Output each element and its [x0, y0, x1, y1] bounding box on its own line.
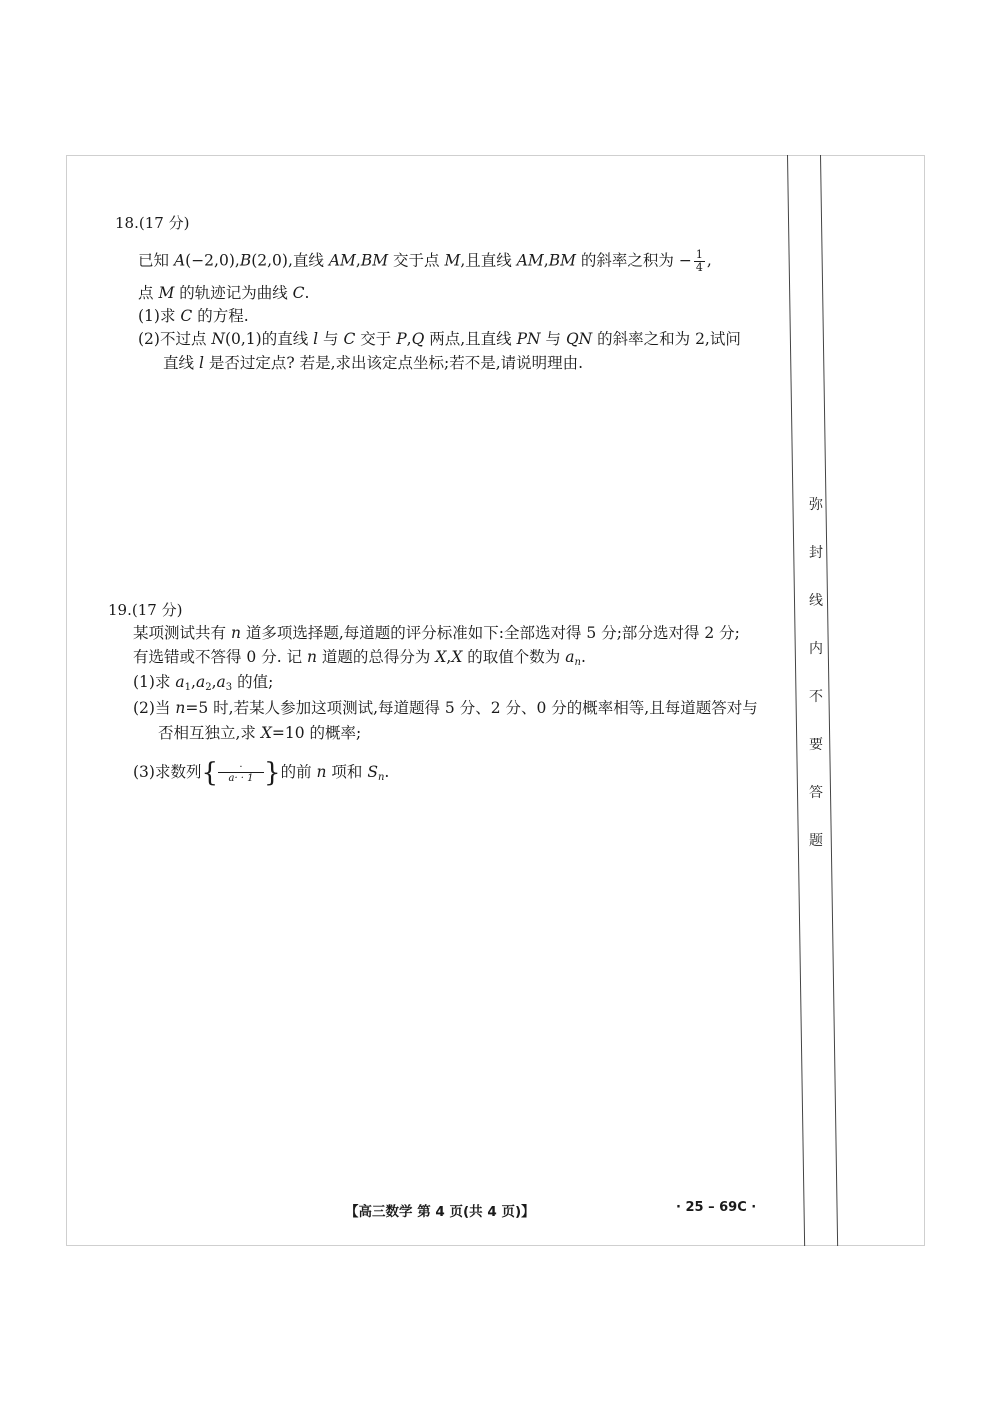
- math: C: [292, 284, 305, 302]
- math: AM: [516, 251, 544, 270]
- fraction-denominator: a· · 1: [228, 773, 254, 784]
- text: 的取值个数为: [462, 648, 566, 666]
- text: ,且直线: [460, 251, 517, 270]
- text: ,: [355, 251, 361, 270]
- text: 交于: [355, 330, 397, 348]
- seal-char: 内: [809, 641, 823, 657]
- sequence-fraction: [218, 762, 264, 784]
- q19-part1: [133, 672, 273, 698]
- math: X: [260, 724, 272, 742]
- q19-line1: [133, 623, 740, 643]
- q19-part2-line2: [158, 723, 361, 743]
- math: AM: [328, 251, 356, 270]
- text: 点: [138, 284, 159, 302]
- text: 直线: [163, 354, 199, 372]
- math: a: [216, 673, 226, 691]
- text: 有选错或不答得 0 分. 记: [133, 648, 307, 666]
- math: M: [444, 251, 461, 270]
- page-footer: 【高三数学 第 4 页(共 4 页)】: [345, 1204, 535, 1220]
- seal-char: 要: [809, 737, 823, 753]
- text: (1)求: [138, 307, 181, 325]
- text: (0,1)的直线: [224, 330, 314, 348]
- math: X: [435, 648, 447, 666]
- subscript: 2: [205, 682, 212, 693]
- math: N: [211, 330, 225, 348]
- text: (2)当: [133, 699, 176, 717]
- text: 与: [540, 330, 566, 348]
- fraction-numerator: ·: [218, 762, 264, 773]
- q19-header: [108, 600, 182, 620]
- q18-line1: [138, 249, 712, 274]
- subscript: 1: [184, 682, 192, 693]
- fraction-numerator: 1: [695, 248, 703, 261]
- text: 的斜率之和为 2,试问: [592, 330, 741, 348]
- math: n: [307, 648, 317, 666]
- text: 道题的总得分为: [316, 648, 436, 666]
- math: C: [343, 330, 356, 348]
- math: S: [367, 763, 378, 781]
- text: =5 时,若某人参加这项测试,每道题得 5 分、2 分、0 分的概率相等,且每道题答对与: [185, 699, 758, 717]
- math: C: [180, 307, 193, 325]
- text: (3)求数列: [133, 763, 202, 781]
- text: 否相互独立,求: [158, 724, 261, 742]
- math: n: [316, 763, 327, 781]
- q19-line2: [133, 647, 586, 673]
- math: P: [396, 330, 407, 348]
- subscript: n: [574, 657, 581, 668]
- math: n: [175, 699, 186, 717]
- text: 的前: [280, 763, 317, 781]
- text: (2,0),直线: [251, 251, 329, 270]
- exam-code: · 25 – 69C ·: [676, 1200, 757, 1215]
- math: PN: [516, 330, 541, 348]
- text: ,: [191, 673, 196, 691]
- seal-char: 答: [809, 785, 823, 801]
- subscript: 3: [225, 682, 233, 693]
- q19-part3: [133, 758, 390, 788]
- text: 的轨迹记为曲线: [174, 284, 293, 302]
- math: l: [198, 354, 204, 372]
- q19-number: 19.: [108, 601, 132, 619]
- text: ,: [406, 330, 412, 348]
- seal-char: 线: [809, 593, 823, 609]
- text: .: [580, 648, 586, 666]
- math: M: [158, 284, 175, 302]
- math: l: [313, 330, 319, 348]
- fraction-denominator: 4: [695, 261, 703, 274]
- text: 已知: [138, 251, 174, 270]
- math: Q: [411, 330, 425, 348]
- text: (2)不过点: [138, 330, 212, 348]
- q19-score: (17 分): [131, 601, 183, 619]
- fraction: [694, 249, 705, 274]
- text: 的值;: [232, 673, 274, 691]
- text: =10 的概率;: [271, 724, 362, 742]
- q18-number: 18.: [115, 214, 139, 232]
- text: ,: [706, 251, 712, 270]
- q18-part2-line2: [163, 353, 583, 373]
- subscript: n: [377, 772, 385, 783]
- math: BM: [360, 251, 389, 270]
- q18-part2: [138, 329, 741, 349]
- text: 是否过定点? 若是,求出该定点坐标;若不是,请说明理由.: [203, 354, 584, 372]
- q18-line2: [138, 283, 309, 303]
- math: A: [173, 251, 186, 270]
- text: 项和: [326, 763, 368, 781]
- math: a: [565, 648, 575, 666]
- math: a: [195, 673, 206, 691]
- math: X: [451, 648, 463, 666]
- text: .: [304, 284, 310, 302]
- math: BM: [548, 251, 576, 270]
- math: B: [239, 251, 252, 270]
- text: 某项测试共有: [133, 624, 231, 642]
- q18-part1: [138, 306, 249, 326]
- text: ,: [446, 648, 452, 666]
- text: ,: [211, 673, 217, 691]
- seal-text: [806, 498, 826, 848]
- math: a: [175, 673, 185, 691]
- q18-header: [115, 213, 189, 233]
- left-brace: {: [201, 758, 219, 788]
- text: .: [384, 763, 390, 781]
- math: n: [230, 624, 241, 642]
- seal-char: 题: [809, 833, 823, 849]
- text: 与: [318, 330, 344, 348]
- seal-char: 弥: [809, 497, 823, 513]
- math: QN: [565, 330, 593, 348]
- seal-char: 封: [809, 545, 823, 561]
- text: ,: [543, 251, 549, 270]
- text: (1)求: [133, 673, 176, 691]
- text: 的方程.: [192, 307, 249, 325]
- text: 的斜率之积为 −: [575, 251, 692, 270]
- text: 两点,且直线: [424, 330, 517, 348]
- q19-part2: [133, 698, 758, 718]
- text: (−2,0),: [185, 251, 240, 270]
- text: 交于点: [388, 251, 445, 270]
- q18-score: (17 分): [138, 214, 190, 232]
- seal-char: 不: [809, 689, 823, 705]
- right-brace: }: [264, 758, 281, 788]
- text: 道多项选择题,每道题的评分标准如下:全部选对得 5 分;部分选对得 2 分;: [240, 624, 740, 642]
